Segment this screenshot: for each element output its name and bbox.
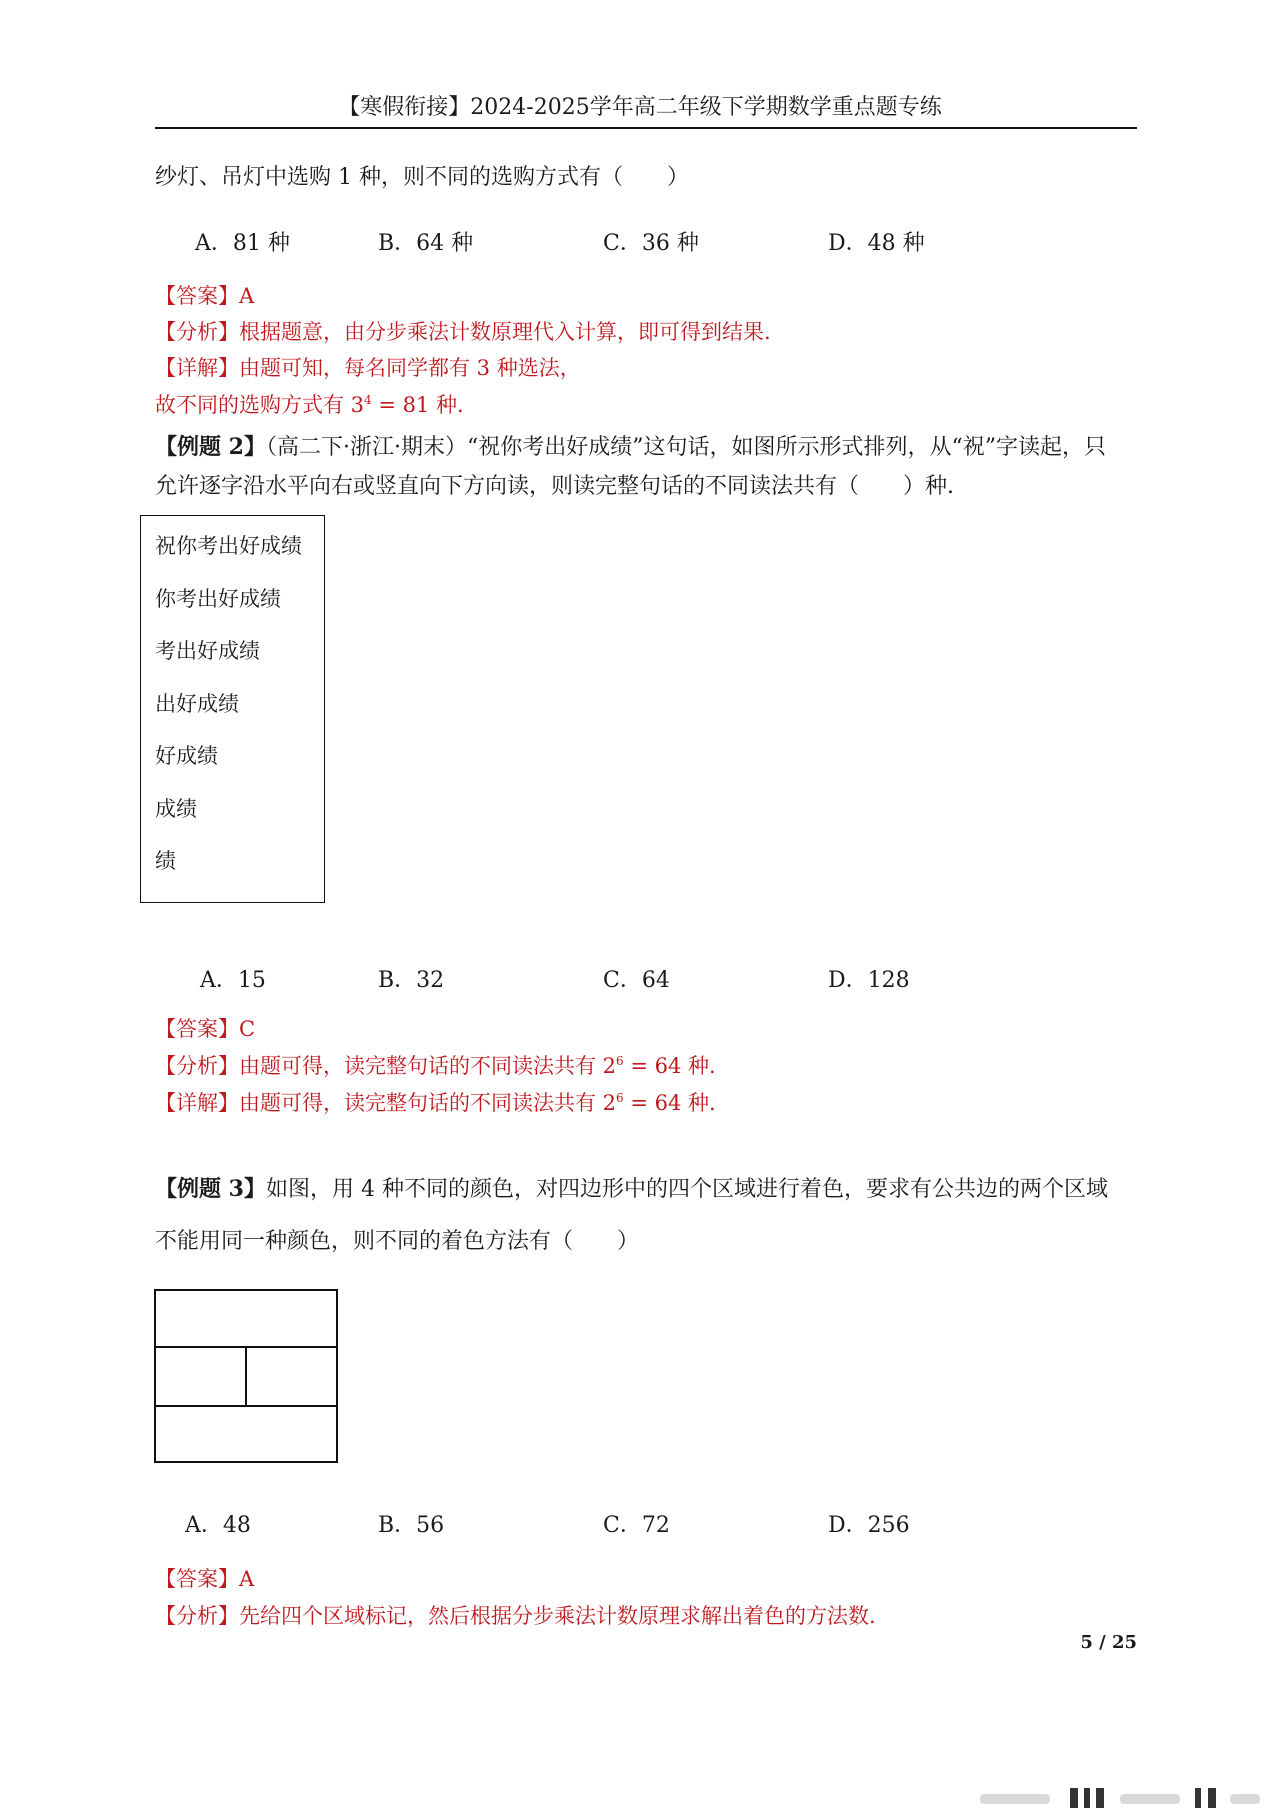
q2-stem-line1 [155,430,1106,461]
scan-mark [1230,1794,1260,1804]
q2-label: 【例题 2】 [155,434,266,460]
q2-detail-tag: 【详解】 [155,1091,239,1115]
q2-option-c: C．64 [603,968,670,993]
q2-detail-exponent: 6 [616,1091,624,1105]
q1-option-d: D．48 种 [828,231,925,256]
q2-analysis-pre: 由题可得，读完整句话的不同读法共有 2 [239,1054,617,1078]
q1-detail2-exponent: 4 [364,393,372,407]
q3-analysis-tag: 【分析】 [155,1604,239,1628]
q2-detail-post: = 64 种. [623,1091,716,1115]
q1-option-b: B．64 种 [378,231,474,256]
q3-analysis [155,1600,876,1630]
scan-mark [1084,1788,1090,1808]
q2-answer-tag: 【答案】 [155,1017,239,1041]
q2-option-a: A．15 [200,968,266,993]
q1-option-a: A．81 种 [195,231,290,256]
q2-option-b: B．32 [378,968,445,993]
scan-mark [980,1794,1050,1804]
q3-stem-line1 [155,1172,1108,1203]
q3-stem1: 如图，用 4 种不同的颜色，对四边形中的四个区域进行着色，要求有公共边的两个区域 [265,1177,1108,1202]
q3-label: 【例题 3】 [155,1176,266,1202]
scan-edge-marks [980,1786,1280,1810]
q1-answer [155,280,254,310]
scan-mark [1120,1794,1180,1804]
phrase-grid-box [140,515,325,903]
q1-answer-value: A [239,284,255,308]
q3-answer [155,1563,254,1593]
grid-row-3: 考出好成绩 [155,639,260,663]
scan-mark [1070,1788,1078,1808]
page-header: 【寒假衔接】2024-2025学年高二年级下学期数学重点题专练 [338,95,942,120]
q2-analysis [155,1050,716,1080]
q2-option-d: D．128 [828,968,910,993]
q2-analysis-post: = 64 种. [623,1054,716,1078]
q1-option-c: C．36 种 [603,231,699,256]
quadrilateral-regions-figure [154,1289,340,1465]
q3-answer-tag: 【答案】 [155,1567,239,1591]
q2-detail [155,1087,716,1117]
q1-detail-tag: 【详解】 [155,356,239,380]
q1-detail2-pre: 故不同的选购方式有 3 [155,393,365,417]
q1-analysis-tag: 【分析】 [155,320,239,344]
q2-detail-pre: 由题可得，读完整句话的不同读法共有 2 [239,1091,617,1115]
q2-stem-line2: 允许逐字沿水平向右或竖直向下方向读，则读完整句话的不同读法共有（ ）种. [155,474,954,499]
grid-row-6: 成绩 [155,797,197,821]
q2-analysis-exponent: 6 [616,1054,624,1068]
q2-stem1: （高二下·浙江·期末）“祝你考出好成绩”这句话，如图所示形式排列，从“祝”字读起，只 [265,435,1106,460]
grid-row-2: 你考出好成绩 [155,587,281,611]
scan-mark [1096,1788,1104,1808]
page-number: 5 / 25 [1080,1632,1137,1653]
q1-answer-tag: 【答案】 [155,284,239,308]
q2-analysis-tag: 【分析】 [155,1054,239,1078]
q1-analysis [155,316,771,346]
q1-detail-text: 由题可知，每名同学都有 3 种选法， [239,356,581,380]
q1-detail [155,352,581,382]
q2-answer [155,1013,255,1043]
q3-option-b: B．56 [378,1513,445,1538]
q3-option-a: A．48 [185,1513,251,1538]
q3-option-d: D．256 [828,1513,910,1538]
q3-answer-value: A [239,1567,255,1591]
grid-row-7: 绩 [155,849,176,873]
q1-stem-tail: 纱灯、吊灯中选购 1 种，则不同的选购方式有（ ） [155,165,689,190]
scan-mark [1195,1788,1201,1808]
grid-row-5: 好成绩 [155,744,218,768]
scan-mark [1208,1788,1216,1808]
q2-answer-value: C [239,1017,256,1041]
header-rule [155,127,1137,129]
q3-analysis-text: 先给四个区域标记，然后根据分步乘法计数原理求解出着色的方法数. [239,1604,876,1628]
q1-detail2-post: = 81 种. [371,393,464,417]
q3-stem-line2: 不能用同一种颜色，则不同的着色方法有（ ） [155,1229,640,1254]
q1-detail-line2 [155,389,464,419]
grid-row-4: 出好成绩 [155,692,239,716]
grid-row-1: 祝你考出好成绩 [155,534,302,558]
q3-option-c: C．72 [603,1513,670,1538]
q1-analysis-text: 根据题意，由分步乘法计数原理代入计算，即可得到结果. [239,320,771,344]
